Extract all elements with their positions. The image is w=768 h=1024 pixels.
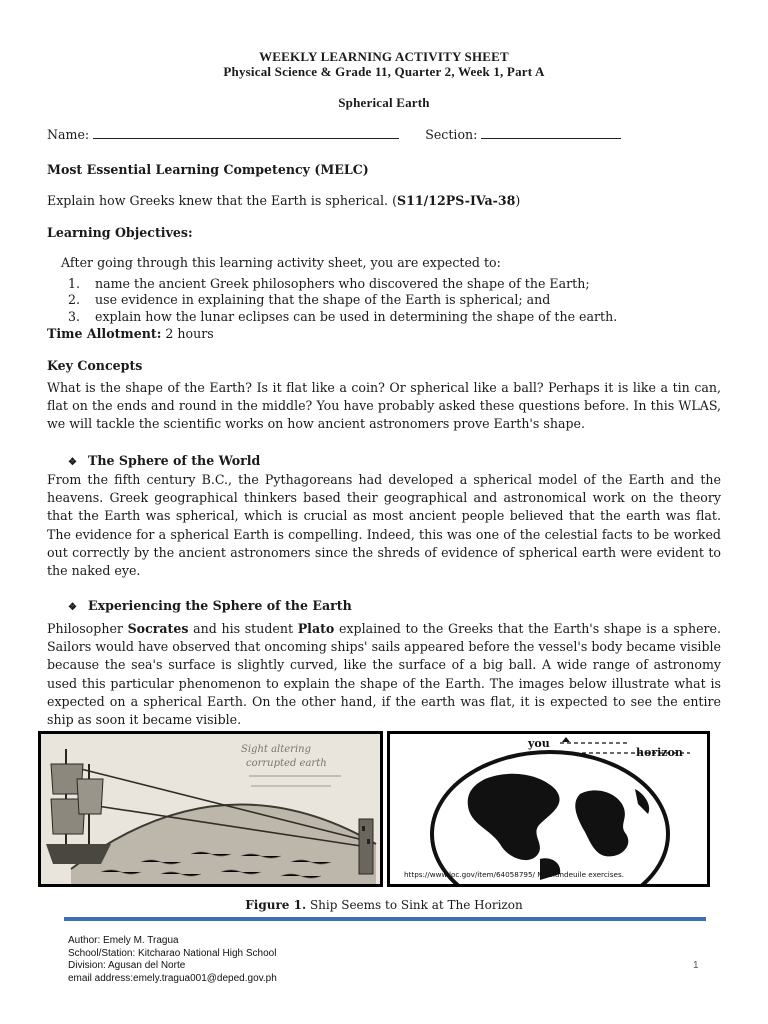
key-concepts-heading: Key Concepts — [47, 358, 143, 373]
footer-school: School/Station: Kitcharao National High School — [68, 947, 277, 959]
svg-text:horizon: horizon — [636, 746, 683, 759]
topic-title: Spherical Earth — [338, 95, 430, 110]
svg-text:Sight altering: Sight altering — [241, 744, 312, 755]
footer-division: Division: Agusan del Norte — [68, 960, 186, 972]
section-field[interactable] — [481, 127, 621, 139]
objectives-heading: Learning Objectives: — [47, 225, 193, 240]
globe-illustration — [387, 731, 710, 887]
globe-icon — [390, 734, 707, 884]
page-number: 1 — [693, 960, 699, 971]
time-allotment: Time Allotment: 2 hours — [47, 326, 214, 341]
list-item: 3. explain how the lunar eclipses can be used in determining the shape of the earth. — [68, 308, 618, 324]
objectives-intro: After going through this learning activity sheet, you are expected to: — [61, 255, 501, 270]
melc-text: Explain how Greeks knew that the Earth is spherical. (S11/12PS-IVa-38) — [47, 193, 521, 208]
sphere-world-paragraph: From the fifth century B.C., the Pythagoreans had developed a spherical model of the Earth and the heavens. Greek geographical thinkers based their geographical and astronomical work on the theory that the Earth was spherical, which is crucial as most ancient people believed that the earth was flat. The evidence for a spherical Earth is compelling. Indeed, this was one of the celestial facts to be worked out correctly by the ancient astronomers since the shreds of evidence of spherical earth were evident to the naked eye. — [47, 472, 721, 579]
melc-code: S11/12PS-IVa-38 — [396, 193, 516, 208]
figure-caption: Figure 1. Ship Seems to Sink at The Horizon — [245, 898, 523, 912]
melc-heading: Most Essential Learning Competency (MELC) — [47, 162, 369, 177]
name-field[interactable] — [93, 127, 399, 139]
document-title: WEEKLY LEARNING ACTIVITY SHEET — [259, 49, 509, 64]
section-label: Section: — [425, 127, 478, 142]
footer-rule — [64, 917, 706, 921]
experiencing-heading: ❖ Experiencing the Sphere of the Earth — [68, 597, 352, 617]
key-concepts-paragraph: What is the shape of the Earth? Is it flat like a coin? Or spherical like a ball? Perhaps it is like a tin can, flat on the ends and round in the middle? You have probably asked these questions before. In this WLAS, we will tackle the scientific works on how ancient astronomers prove Earth's shape. — [47, 380, 721, 432]
name-label: Name: — [47, 127, 90, 142]
footer-author: Author: Emely M. Tragua — [68, 935, 179, 946]
document-subtitle: Physical Science & Grade 11, Quarter 2, Week 1, Part A — [223, 64, 545, 79]
diamond-bullet-icon: ❖ — [68, 602, 77, 613]
svg-text:https://www.loc.gov/item/64058: https://www.loc.gov/item/64058795/ M. Blundeuile exercises. — [404, 870, 624, 879]
objectives-list — [68, 276, 728, 325]
footer-info — [68, 935, 277, 985]
list-item: 1. name the ancient Greek philosophers who discovered the shape of the Earth; — [68, 276, 590, 291]
footer-email: email address:emely.tragua001@deped.gov.ph — [68, 972, 277, 984]
svg-text:corrupted earth: corrupted earth — [246, 758, 327, 769]
experiencing-paragraph: Philosopher Socrates and his student Plato explained to the Greeks that the Earth's shape is a sphere. Sailors would have observed that oncoming ships' sails appeared before the vessel's body became visible because the sea's surface is slightly curved, like the surface of a big ball. A wide range of astronomy used this particular phenomenon to explain the shape of the Earth. The images below illustrate what is expected on a spherical Earth. On the other hand, if the earth was flat, it is expected to see the entire ship as soon it became visible. — [47, 621, 721, 728]
diamond-bullet-icon: ❖ — [68, 457, 77, 468]
sphere-world-heading: ❖ The Sphere of the World — [68, 452, 260, 472]
list-item: 2. use evidence in explaining that the shape of the Earth is spherical; and — [68, 292, 551, 308]
name-row — [47, 126, 727, 144]
svg-text:you: you — [528, 737, 550, 750]
ship-illustration — [38, 731, 383, 887]
ship-curve-icon — [41, 734, 380, 884]
